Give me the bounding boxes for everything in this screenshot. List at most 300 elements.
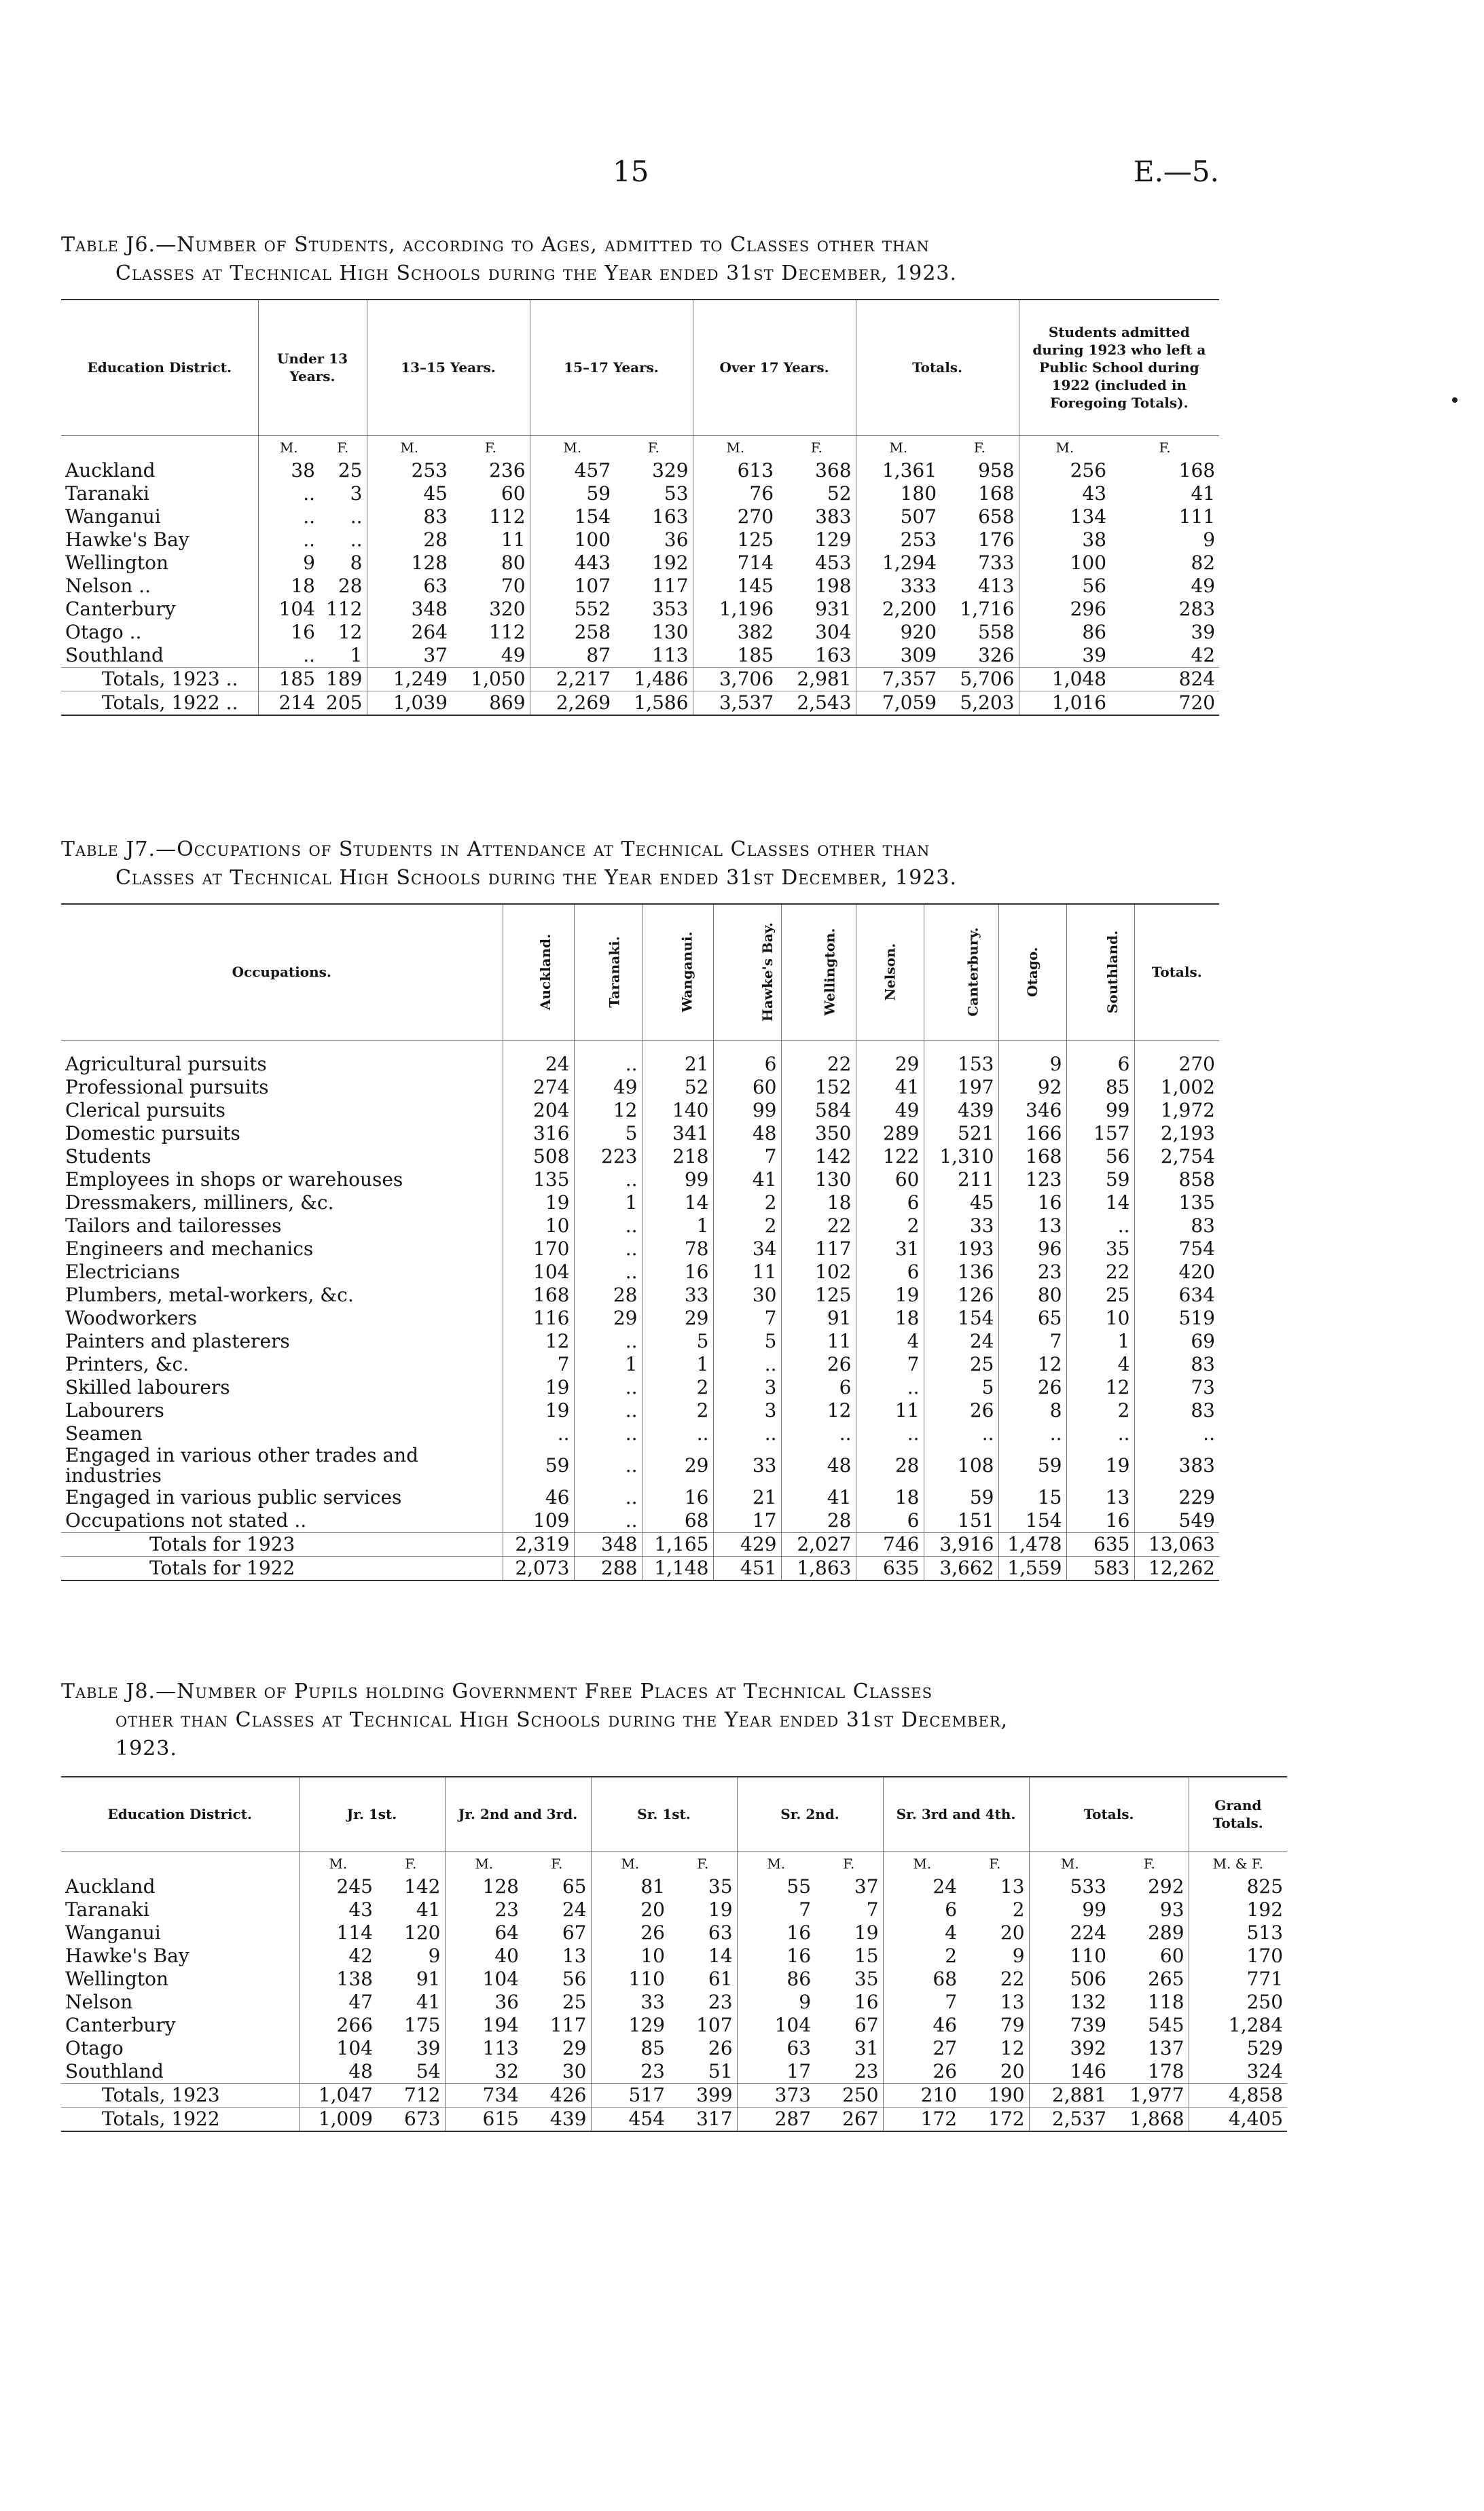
- data-cell: 37: [367, 644, 452, 668]
- data-cell: 26: [591, 1921, 669, 1945]
- total-cell: 1,586: [615, 691, 693, 715]
- data-cell: 24: [562, 1898, 587, 1921]
- data-cell: 29: [562, 2036, 587, 2059]
- table-row: [61, 2060, 1287, 2084]
- data-cell: 140: [642, 1099, 713, 1122]
- data-cell: 4: [856, 1330, 924, 1353]
- total-cell: 5,706: [941, 667, 1019, 691]
- data-cell: 2,754: [1134, 1145, 1219, 1168]
- data-cell: 129: [815, 528, 852, 551]
- data-cell: 521: [924, 1122, 998, 1145]
- sex-label: M.: [530, 435, 615, 459]
- data-cell: 383: [815, 505, 852, 528]
- data-cell: 49: [856, 1099, 924, 1122]
- data-cell: 341: [642, 1122, 713, 1145]
- data-cell: 265: [1148, 1967, 1184, 1990]
- data-cell: 733: [978, 551, 1015, 574]
- data-cell: 513: [1189, 1921, 1287, 1945]
- data-cell: 224: [1029, 1921, 1110, 1945]
- data-cell: 28: [367, 528, 452, 552]
- data-cell: 545: [1148, 2013, 1184, 2036]
- total-cell: 2,073: [503, 1556, 574, 1580]
- total-cell: 1,047: [299, 2083, 377, 2107]
- data-cell: 170: [1189, 1945, 1287, 1968]
- sex-label: M.: [367, 435, 452, 459]
- data-cell: ..: [574, 1445, 642, 1486]
- row-label: Auckland: [65, 1875, 156, 1898]
- data-cell: 68: [883, 1968, 961, 1991]
- row-label: Dressmakers, milliners, &c.: [65, 1191, 334, 1214]
- data-cell: 16: [258, 621, 319, 644]
- data-cell: 175: [404, 2013, 441, 2036]
- data-cell: 25: [562, 1990, 587, 2013]
- data-cell: ..: [258, 505, 319, 528]
- mf-header-row: [61, 435, 1219, 459]
- data-cell: ..: [574, 1399, 642, 1422]
- margin-dot-icon: [1452, 397, 1458, 403]
- data-cell: 37: [854, 1875, 879, 1898]
- data-cell: 85: [1066, 1076, 1134, 1099]
- table-row: [61, 505, 1219, 528]
- data-cell: 7: [998, 1330, 1066, 1353]
- data-cell: 1: [350, 643, 363, 666]
- data-cell: 76: [693, 482, 778, 505]
- sex-label: F.: [484, 439, 496, 456]
- data-cell: 134: [1019, 505, 1110, 528]
- data-cell: 18: [258, 575, 319, 598]
- total-cell: 1,977: [1110, 2083, 1189, 2107]
- data-cell: ..: [503, 1422, 574, 1445]
- total-cell: 2,217: [530, 667, 615, 691]
- table-row: [61, 1076, 1219, 1099]
- data-cell: 457: [530, 459, 615, 482]
- data-cell: 350: [781, 1122, 856, 1145]
- row-label: Woodworkers: [65, 1306, 198, 1329]
- data-cell: 382: [693, 621, 778, 644]
- j7-col-district: Southland.: [1066, 904, 1134, 1040]
- data-cell: 2: [642, 1399, 713, 1422]
- data-cell: 25: [338, 458, 363, 482]
- data-cell: 132: [1029, 1991, 1110, 2014]
- data-cell: ..: [574, 1261, 642, 1284]
- data-cell: ..: [574, 1422, 642, 1445]
- data-cell: 353: [652, 597, 689, 620]
- data-cell: 9: [737, 1991, 815, 2014]
- data-cell: 154: [998, 1509, 1066, 1533]
- row-label: Plumbers, metal-workers, &c.: [65, 1283, 354, 1306]
- total-cell: 451: [713, 1556, 781, 1580]
- data-cell: 31: [856, 1238, 924, 1261]
- table-row: [61, 1486, 1219, 1509]
- data-cell: 825: [1189, 1875, 1287, 1898]
- total-cell: 189: [319, 667, 367, 691]
- data-cell: 958: [978, 458, 1015, 482]
- data-cell: 112: [326, 597, 363, 620]
- data-cell: 392: [1029, 2037, 1110, 2060]
- data-cell: 326: [978, 643, 1015, 666]
- data-cell: 70: [501, 574, 526, 597]
- data-cell: 114: [299, 1921, 377, 1945]
- total-cell: 583: [1066, 1556, 1134, 1580]
- total-cell: 348: [574, 1532, 642, 1556]
- data-cell: 19: [708, 1898, 733, 1921]
- mf-header-row: [61, 1851, 1287, 1875]
- table-row: [61, 621, 1219, 644]
- data-cell: 324: [1189, 2060, 1287, 2084]
- data-cell: 83: [367, 505, 452, 528]
- data-cell: 40: [445, 1945, 523, 1968]
- data-cell: 92: [998, 1076, 1066, 1099]
- row-label: Engineers and mechanics: [65, 1237, 314, 1260]
- total-cell: 734: [445, 2083, 523, 2107]
- data-cell: 316: [503, 1122, 574, 1145]
- total-cell: 3,662: [924, 1556, 998, 1580]
- data-cell: 16: [737, 1921, 815, 1945]
- j7-col-district: Otago.: [998, 904, 1066, 1040]
- data-cell: ..: [856, 1376, 924, 1399]
- data-cell: 549: [1134, 1509, 1219, 1533]
- data-cell: 253: [367, 459, 452, 482]
- row-label: Professional pursuits: [65, 1075, 269, 1098]
- data-cell: 296: [1019, 598, 1110, 621]
- totals-row: [61, 667, 1219, 691]
- data-cell: 87: [530, 644, 615, 668]
- page-header: [61, 155, 1219, 196]
- sex-label: F.: [647, 439, 659, 456]
- data-cell: 218: [642, 1145, 713, 1168]
- sex-label: F.: [989, 1855, 1001, 1872]
- data-cell: ..: [574, 1376, 642, 1399]
- data-cell: 20: [1000, 1921, 1025, 1944]
- data-cell: 108: [924, 1445, 998, 1486]
- data-cell: 18: [856, 1486, 924, 1509]
- data-cell: 168: [978, 482, 1015, 505]
- data-cell: 128: [367, 552, 452, 575]
- data-cell: 8: [350, 551, 363, 574]
- data-cell: 60: [1159, 1944, 1184, 1967]
- j6-group-header: 15–17 Years.: [530, 300, 693, 435]
- total-cell: 2,027: [781, 1532, 856, 1556]
- data-cell: 29: [642, 1307, 713, 1330]
- data-cell: 26: [708, 2036, 733, 2059]
- sex-label: M.: [299, 1851, 377, 1875]
- totals-label: Totals, 1922 ..: [61, 691, 258, 715]
- data-cell: 100: [530, 528, 615, 552]
- j7-col-occupations: Occupations.: [61, 904, 503, 1040]
- data-cell: 2,200: [856, 598, 941, 621]
- total-cell: 399: [669, 2083, 737, 2107]
- table-row: [61, 1040, 1219, 1076]
- data-cell: 48: [299, 2060, 377, 2084]
- data-cell: 42: [1191, 643, 1216, 666]
- sex-label: M.: [737, 1851, 815, 1875]
- data-cell: ..: [998, 1422, 1066, 1445]
- data-cell: 99: [1029, 1898, 1110, 1921]
- data-cell: 34: [713, 1238, 781, 1261]
- data-cell: 16: [998, 1191, 1066, 1214]
- data-cell: 43: [299, 1898, 377, 1921]
- data-cell: 80: [501, 551, 526, 574]
- row-label: Wellington: [65, 1967, 169, 1990]
- data-cell: 46: [883, 2014, 961, 2037]
- row-label: Otago ..: [65, 620, 142, 643]
- data-cell: 13: [1000, 1875, 1025, 1898]
- totals-label: Totals, 1922: [61, 2107, 299, 2131]
- data-cell: 135: [1134, 1191, 1219, 1214]
- data-cell: 31: [854, 2036, 879, 2059]
- data-cell: 346: [998, 1099, 1066, 1122]
- data-cell: 120: [404, 1921, 441, 1944]
- total-cell: 712: [377, 2083, 445, 2107]
- data-cell: 83: [1134, 1214, 1219, 1238]
- total-cell: 267: [815, 2107, 883, 2131]
- data-cell: 59: [503, 1445, 574, 1486]
- data-cell: 304: [815, 620, 852, 643]
- table-row: [61, 1238, 1219, 1261]
- total-cell: 1,009: [299, 2107, 377, 2131]
- j8-col-district: Education District.: [61, 1777, 299, 1851]
- totals-label: Totals, 1923: [61, 2083, 299, 2107]
- data-cell: 52: [642, 1076, 713, 1099]
- data-cell: 1,972: [1134, 1099, 1219, 1122]
- data-cell: 29: [574, 1307, 642, 1330]
- table-j8-title-line3: 1923.: [115, 1737, 177, 1760]
- row-label: Tailors and tailoresses: [65, 1214, 282, 1237]
- data-cell: 122: [856, 1145, 924, 1168]
- data-cell: 86: [1019, 621, 1110, 644]
- total-cell: 2,543: [778, 691, 856, 715]
- data-cell: 59: [924, 1486, 998, 1509]
- data-cell: 16: [854, 1990, 879, 2013]
- row-label: Canterbury: [65, 2013, 176, 2036]
- data-cell: 51: [708, 2059, 733, 2082]
- sex-label: M.: [1019, 435, 1110, 459]
- data-cell: 613: [693, 459, 778, 482]
- data-cell: 739: [1029, 2014, 1110, 2037]
- total-cell: 190: [961, 2083, 1029, 2107]
- row-label: Nelson: [65, 1990, 133, 2013]
- data-cell: 157: [1066, 1122, 1134, 1145]
- data-cell: 250: [1189, 1991, 1287, 2014]
- data-cell: 264: [367, 621, 452, 644]
- total-cell: 2,319: [503, 1532, 574, 1556]
- data-cell: 151: [924, 1509, 998, 1533]
- data-cell: 111: [1178, 505, 1216, 528]
- data-cell: 45: [367, 482, 452, 505]
- data-cell: 117: [781, 1238, 856, 1261]
- data-cell: 138: [299, 1968, 377, 1991]
- total-cell: 2,537: [1029, 2107, 1110, 2131]
- data-cell: 658: [978, 505, 1015, 528]
- j6-group-header: Students admitted during 1923 who left a Public School during 1922 (included in Foregoing Totals).: [1019, 300, 1219, 435]
- data-cell: ..: [574, 1214, 642, 1238]
- data-cell: 99: [642, 1168, 713, 1191]
- data-cell: 329: [652, 458, 689, 482]
- data-cell: ..: [574, 1168, 642, 1191]
- data-cell: 39: [416, 2036, 441, 2059]
- total-cell: 1,486: [615, 667, 693, 691]
- sex-label: M.: [591, 1851, 669, 1875]
- row-label: Skilled labourers: [65, 1375, 230, 1398]
- data-cell: 289: [856, 1122, 924, 1145]
- data-cell: 1,284: [1189, 2014, 1287, 2037]
- j6-group-header: 13–15 Years.: [367, 300, 530, 435]
- j8-group-header: Jr. 2nd and 3rd.: [445, 1777, 591, 1851]
- data-cell: 112: [489, 505, 526, 528]
- data-cell: 6: [781, 1376, 856, 1399]
- data-cell: 142: [781, 1145, 856, 1168]
- j7-col-district: Taranaki.: [574, 904, 642, 1040]
- data-cell: 102: [781, 1261, 856, 1284]
- data-cell: 28: [574, 1284, 642, 1307]
- total-cell: 1,478: [998, 1532, 1066, 1556]
- total-cell: 317: [669, 2107, 737, 2131]
- data-cell: ..: [713, 1353, 781, 1376]
- total-cell: 2,881: [1029, 2083, 1110, 2107]
- total-cell: 4,858: [1189, 2083, 1287, 2107]
- table-row: [61, 1422, 1219, 1445]
- data-cell: 194: [445, 2014, 523, 2037]
- row-label: Electricians: [65, 1260, 180, 1283]
- data-cell: 65: [998, 1307, 1066, 1330]
- table-row: [61, 2014, 1287, 2037]
- data-cell: 11: [856, 1399, 924, 1422]
- row-label: Southland: [65, 643, 164, 666]
- total-cell: 205: [319, 691, 367, 715]
- row-label: Wellington: [65, 551, 169, 574]
- data-cell: 270: [1134, 1040, 1219, 1076]
- table-row: [61, 1945, 1287, 1968]
- row-label: Wanganui: [65, 505, 161, 528]
- data-cell: 104: [445, 1968, 523, 1991]
- data-cell: 35: [1066, 1238, 1134, 1261]
- mf-spacer: [61, 1851, 299, 1875]
- data-cell: 2: [642, 1376, 713, 1399]
- data-cell: 292: [1148, 1875, 1184, 1898]
- data-cell: 22: [1066, 1261, 1134, 1284]
- data-cell: 39: [1019, 644, 1110, 668]
- data-cell: 93: [1159, 1898, 1184, 1921]
- data-cell: 26: [998, 1376, 1066, 1399]
- data-cell: 2: [856, 1214, 924, 1238]
- table-row: [61, 1122, 1219, 1145]
- data-cell: 558: [978, 620, 1015, 643]
- data-cell: 368: [815, 458, 852, 482]
- data-cell: 38: [1019, 528, 1110, 552]
- row-label: Engaged in various public services: [65, 1485, 402, 1509]
- data-cell: 54: [416, 2059, 441, 2082]
- data-cell: 118: [1148, 1990, 1184, 2013]
- data-cell: 21: [713, 1486, 781, 1509]
- data-cell: ..: [574, 1040, 642, 1076]
- data-cell: 23: [854, 2059, 879, 2082]
- table-row: [61, 1445, 1219, 1486]
- table-row: [61, 1968, 1287, 1991]
- data-cell: 2: [1066, 1399, 1134, 1422]
- data-cell: 245: [299, 1875, 377, 1898]
- data-cell: 270: [693, 505, 778, 528]
- table-row: [61, 459, 1219, 482]
- data-cell: ..: [574, 1238, 642, 1261]
- data-cell: 21: [642, 1040, 713, 1076]
- data-cell: 193: [924, 1238, 998, 1261]
- sex-label: F.: [405, 1855, 417, 1872]
- page-number: 15: [613, 155, 649, 188]
- data-cell: 130: [652, 620, 689, 643]
- total-cell: 454: [591, 2107, 669, 2131]
- data-cell: 192: [1189, 1898, 1287, 1921]
- data-cell: 110: [591, 1968, 669, 1991]
- row-label: Nelson ..: [65, 574, 151, 597]
- data-cell: 23: [708, 1990, 733, 2013]
- data-cell: ..: [642, 1422, 713, 1445]
- data-cell: ..: [574, 1509, 642, 1533]
- j8-group-header: Jr. 1st.: [299, 1777, 445, 1851]
- total-cell: 824: [1110, 667, 1219, 691]
- data-cell: 22: [781, 1214, 856, 1238]
- data-cell: 107: [530, 575, 615, 598]
- data-cell: ..: [924, 1422, 998, 1445]
- sex-label: F.: [1143, 1855, 1155, 1872]
- total-cell: 5,203: [941, 691, 1019, 715]
- data-cell: 274: [503, 1076, 574, 1099]
- data-cell: 68: [642, 1509, 713, 1533]
- data-cell: 100: [1019, 552, 1110, 575]
- data-cell: 116: [503, 1307, 574, 1330]
- data-cell: 211: [924, 1168, 998, 1191]
- data-cell: ..: [258, 482, 319, 505]
- total-cell: 615: [445, 2107, 523, 2131]
- data-cell: 11: [713, 1261, 781, 1284]
- data-cell: 125: [693, 528, 778, 552]
- j7-col-district: Auckland.: [503, 904, 574, 1040]
- data-cell: 858: [1134, 1168, 1219, 1191]
- data-cell: 11: [501, 528, 526, 551]
- j8-group-header: Sr. 3rd and 4th.: [883, 1777, 1029, 1851]
- data-cell: ..: [574, 1330, 642, 1353]
- data-cell: 20: [591, 1898, 669, 1921]
- table-row: [61, 1921, 1287, 1945]
- data-cell: 4: [883, 1921, 961, 1945]
- data-cell: 584: [781, 1099, 856, 1122]
- total-cell: 426: [523, 2083, 591, 2107]
- data-cell: 32: [445, 2060, 523, 2084]
- data-cell: 16: [1066, 1509, 1134, 1533]
- data-cell: 33: [591, 1991, 669, 2014]
- j6-group-header: Under 13 Years.: [258, 300, 367, 435]
- data-cell: 145: [693, 575, 778, 598]
- data-cell: 48: [781, 1445, 856, 1486]
- data-cell: 163: [652, 505, 689, 528]
- data-cell: 5: [924, 1376, 998, 1399]
- total-cell: 720: [1110, 691, 1219, 715]
- data-cell: 178: [1148, 2059, 1184, 2082]
- total-cell: 2,269: [530, 691, 615, 715]
- table-row: [61, 528, 1219, 552]
- table-row: [61, 1099, 1219, 1122]
- data-cell: 7: [866, 1898, 879, 1921]
- table-row: [61, 552, 1219, 575]
- data-cell: 12: [998, 1353, 1066, 1376]
- total-cell: 1,559: [998, 1556, 1066, 1580]
- total-cell: 1,050: [452, 667, 530, 691]
- table-row: [61, 1168, 1219, 1191]
- data-cell: 420: [1134, 1261, 1219, 1284]
- table-j6-title: [61, 231, 1219, 288]
- data-cell: 7: [856, 1353, 924, 1376]
- data-cell: ..: [258, 644, 319, 668]
- data-cell: 519: [1134, 1307, 1219, 1330]
